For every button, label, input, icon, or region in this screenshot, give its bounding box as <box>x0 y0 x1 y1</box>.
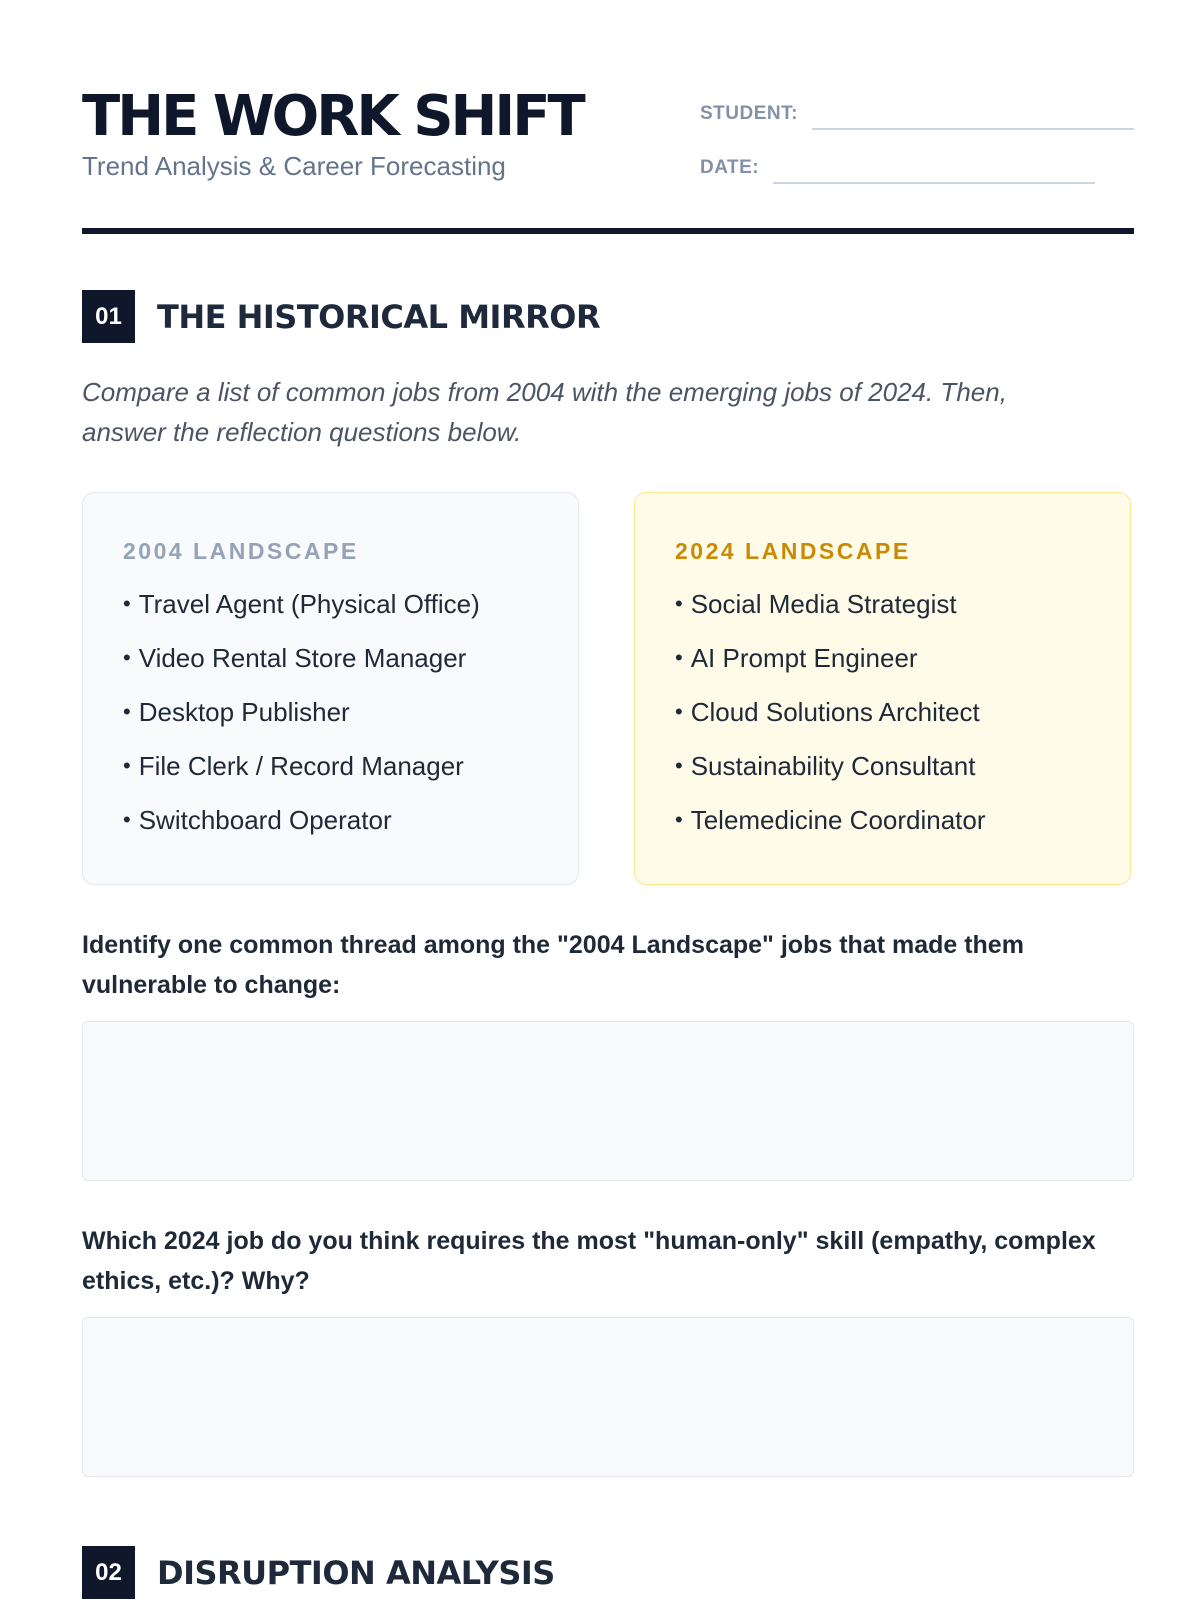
job-title: Desktop Publisher <box>138 697 350 727</box>
section-title: THE HISTORICAL MIRROR <box>157 297 601 336</box>
student-label: STUDENT: <box>700 103 798 124</box>
bullet-icon: • <box>675 645 683 670</box>
job-list <box>123 577 538 847</box>
bullet-icon: • <box>123 807 131 832</box>
section-number-badge: 02 <box>82 1546 135 1599</box>
job-title: Telemedicine Coordinator <box>690 805 986 835</box>
card-title: 2004 LANDSCAPE <box>123 538 359 564</box>
card-title: 2024 LANDSCAPE <box>675 538 911 564</box>
landscape-card-2004 <box>82 492 579 885</box>
section-number-badge: 01 <box>82 290 135 343</box>
student-field <box>700 102 1134 126</box>
list-item <box>675 577 1090 631</box>
list-item <box>123 631 538 685</box>
section-instructions: Compare a list of common jobs from 2004 with the emerging jobs of 2024. Then, answer the reflection questions below. <box>82 377 1007 447</box>
bullet-icon: • <box>675 753 683 778</box>
job-title: Travel Agent (Physical Office) <box>138 589 480 619</box>
bullet-icon: • <box>123 645 131 670</box>
date-label: DATE: <box>700 157 760 178</box>
answer-box-1[interactable] <box>82 1021 1134 1181</box>
reflection-question-1: Identify one common thread among the "2004 Landscape" jobs that made them vulnerable to change: <box>82 931 1024 999</box>
list-item <box>123 739 538 793</box>
list-item <box>675 631 1090 685</box>
header-divider <box>82 228 1134 234</box>
student-name-line[interactable] <box>812 106 1134 130</box>
job-title: Social Media Strategist <box>690 589 957 619</box>
list-item <box>675 685 1090 739</box>
bullet-icon: • <box>675 591 683 616</box>
job-title: File Clerk / Record Manager <box>138 751 464 781</box>
section-heading-historical-mirror <box>82 290 600 343</box>
worksheet-title: THE WORK SHIFT <box>82 84 583 149</box>
section-heading-disruption-analysis <box>82 1546 555 1599</box>
job-title: Video Rental Store Manager <box>138 643 467 673</box>
list-item <box>675 739 1090 793</box>
bullet-icon: • <box>675 699 683 724</box>
job-title: Sustainability Consultant <box>690 751 976 781</box>
date-line[interactable] <box>773 160 1095 184</box>
bullet-icon: • <box>123 699 131 724</box>
list-item <box>675 793 1090 847</box>
list-item <box>123 793 538 847</box>
job-title: Cloud Solutions Architect <box>690 697 980 727</box>
job-list <box>675 577 1090 847</box>
worksheet-subtitle: Trend Analysis & Career Forecasting <box>82 151 506 181</box>
bullet-icon: • <box>123 591 131 616</box>
answer-box-2[interactable] <box>82 1317 1134 1477</box>
section-title: DISRUPTION ANALYSIS <box>157 1553 555 1592</box>
list-item <box>123 577 538 631</box>
date-field <box>700 156 1095 180</box>
landscape-card-2024 <box>634 492 1131 885</box>
worksheet-header <box>82 84 1134 236</box>
job-title: Switchboard Operator <box>138 805 392 835</box>
list-item <box>123 685 538 739</box>
job-title: AI Prompt Engineer <box>690 643 918 673</box>
reflection-question-2: Which 2024 job do you think requires the most "human-only" skill (empathy, complex ethics, etc.)? Why? <box>82 1227 1096 1295</box>
bullet-icon: • <box>675 807 683 832</box>
bullet-icon: • <box>123 753 131 778</box>
